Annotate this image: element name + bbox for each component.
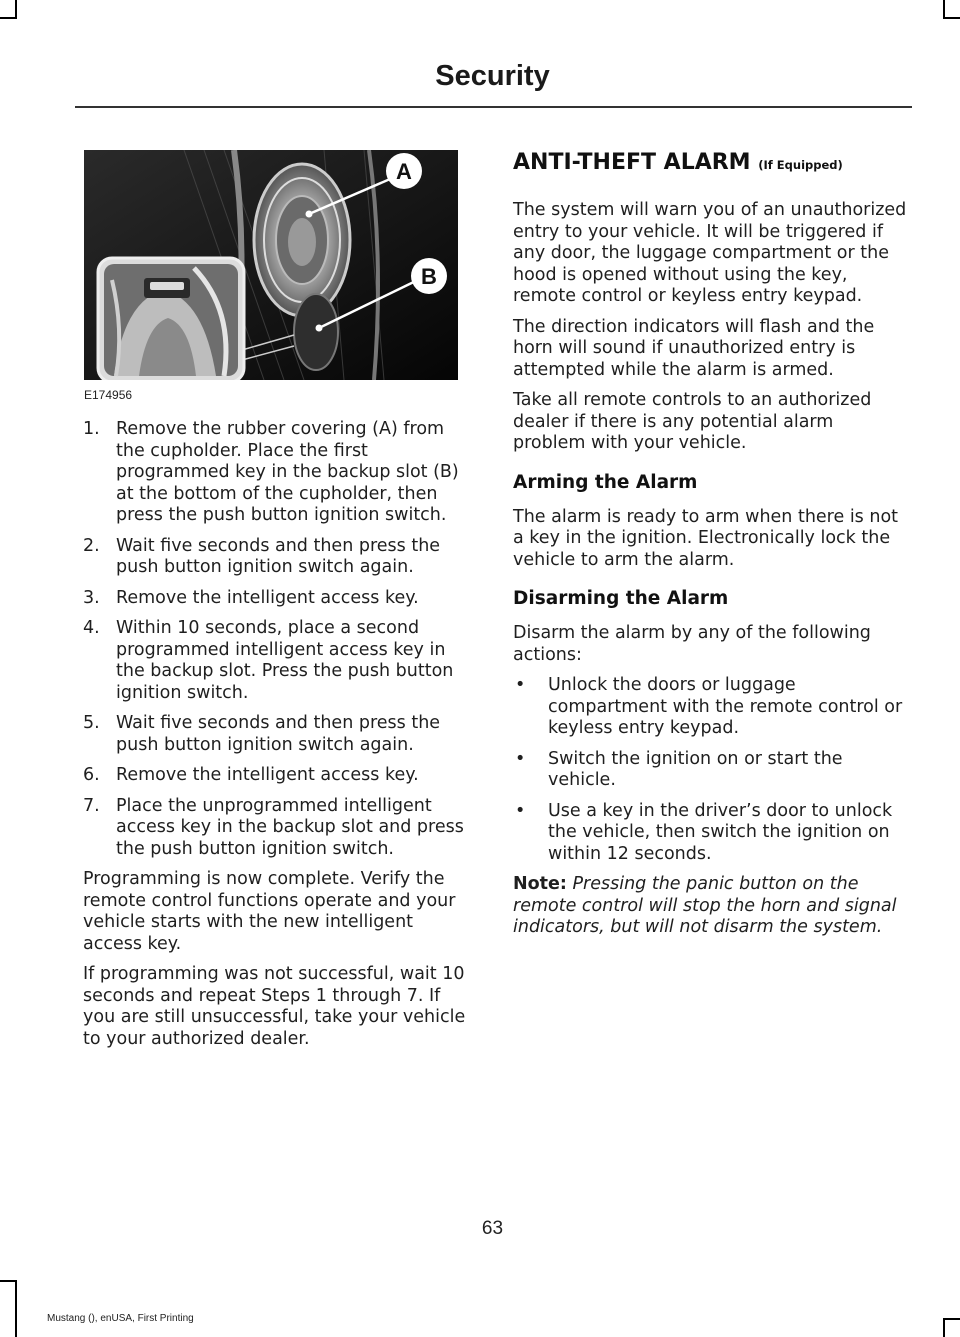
note-label: Note:: [513, 874, 567, 894]
arming-heading: Arming the Alarm: [513, 471, 698, 493]
right-column: [513, 148, 908, 948]
list-item: 6. Remove the intelligent access key.: [83, 765, 419, 785]
section-heading: ANTI-THEFT ALARM (If Equipped): [513, 150, 843, 175]
left-column: [83, 419, 475, 1059]
cupholder-illustration: [84, 150, 458, 380]
list-item: 7. Place the unprogrammed intelligent access key in the backup slot and press the push button ignition switch.: [83, 795, 464, 859]
note: [513, 874, 908, 939]
page-number: 63: [481, 1218, 504, 1239]
inset-detail-image: [98, 258, 244, 380]
footer-text: Mustang (), enUSA, First Printing: [47, 1313, 194, 1324]
list-item: • Switch the ignition on or start the vehicle.: [515, 748, 843, 790]
disarming-intro: Disarm the alarm by any of the following actions:: [513, 623, 871, 665]
heading-suffix: (If Equipped): [758, 158, 843, 172]
page-title: Security: [435, 60, 550, 92]
callout-b-label: B: [421, 264, 437, 289]
disarm-actions: [513, 675, 908, 865]
crop-mark: [943, 17, 960, 19]
programming-steps: [83, 419, 475, 860]
paragraph: Take all remote controls to an authorized dealer if there is any potential alarm problem with your vehicle.: [513, 390, 872, 453]
paragraph: The system will warn you of an unauthorized entry to your vehicle. It will be triggered if any door, the luggage compartment or the hood is opened without using the key, remote control or keyless entry keypad.: [513, 200, 907, 306]
crop-mark: [15, 0, 17, 18]
list-item: 4. Within 10 seconds, place a second programmed intelligent access key in the backup slot. Press the push button ignition switch.: [83, 618, 454, 703]
header-divider: [75, 106, 912, 108]
crop-mark: [0, 1280, 17, 1282]
crop-mark: [0, 17, 17, 19]
arming-paragraph: The alarm is ready to arm when there is not a key in the ignition. Electronically lock the vehicle to arm the alarm.: [513, 506, 899, 570]
list-item: 1. Remove the rubber covering (A) from the cupholder. Place the first programmed key in the backup slot (B) at the bottom of the cupholder, then press the push button ignition switch.: [83, 419, 459, 525]
disarming-heading: Disarming the Alarm: [513, 588, 729, 609]
paragraph: The direction indicators will flash and the horn will sound if unauthorized entry is attempted while the alarm is armed.: [513, 316, 875, 380]
completion-paragraph: Programming is now complete. Verify the remote control functions operate and your vehicle starts with the new intelligent access key.: [83, 869, 456, 954]
note-text: Pressing the panic button on the remote control will stop the horn and signal indicators, but will not disarm the system.: [513, 874, 897, 937]
list-item: 5. Wait five seconds and then press the push button ignition switch again.: [83, 713, 441, 755]
callout-a-label: A: [396, 159, 412, 184]
crop-mark: [943, 1318, 945, 1337]
figure-code: E174956: [84, 388, 133, 402]
list-item: 3. Remove the intelligent access key.: [83, 587, 419, 608]
cupholder-figure: [84, 150, 458, 380]
retry-paragraph: If programming was not successful, wait 10 seconds and repeat Steps 1 through 7. If you are still unsuccessful, take your vehicle to your authorized dealer.: [83, 964, 466, 1049]
list-item: 2. Wait five seconds and then press the push button ignition switch again.: [83, 535, 441, 577]
crop-mark: [15, 1280, 17, 1337]
crop-mark: [943, 0, 945, 18]
crop-mark: [943, 1318, 960, 1320]
list-item: • Unlock the doors or luggage compartment with the remote control or keyless entry keypad.: [515, 675, 903, 738]
list-item: • Use a key in the driver’s door to unlock the vehicle, then switch the ignition on within 12 seconds.: [515, 800, 893, 864]
